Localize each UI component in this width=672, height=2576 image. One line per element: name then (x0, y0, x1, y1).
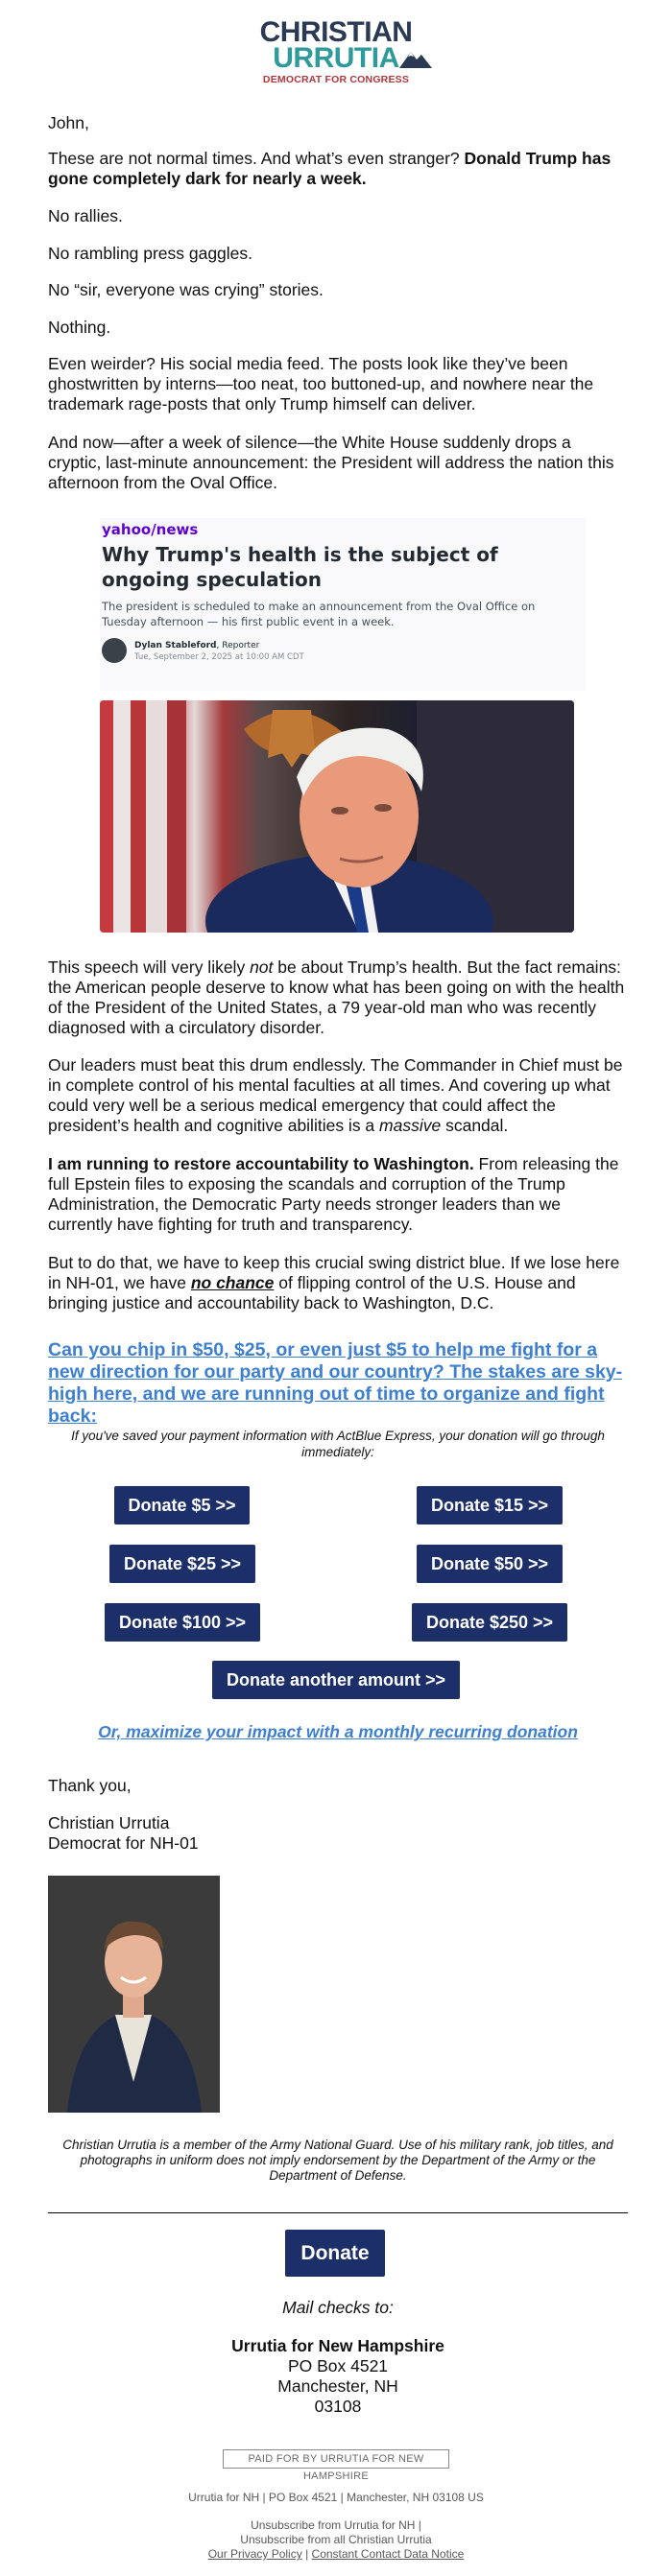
paragraph-health-a: This speech will very likely (48, 957, 251, 977)
donate-50-button[interactable]: Donate $50 >> (417, 1545, 563, 1583)
paragraph-swing-em: no chance (190, 1273, 275, 1292)
president-photo-illustration (100, 700, 574, 933)
paragraph-intro (48, 149, 628, 189)
article-header (100, 518, 586, 691)
candidate-headshot (48, 1876, 220, 2113)
paragraph-no-gaggles: No rambling press gaggles. (48, 244, 253, 263)
actblue-express-note: If you've saved your payment information with ActBlue Express, your donation will go through immediately: (71, 1429, 605, 1459)
paragraph-nothing: Nothing. (48, 318, 111, 337)
donate-15-button[interactable]: Donate $15 >> (417, 1486, 563, 1524)
paragraph-announcement: And now—after a week of silence—the White House suddenly drops a cryptic, last-minute announcement: the President will address the nation this afternoon from the Oval Office. (48, 433, 614, 492)
mail-org: Urrutia for New Hampshire (231, 2336, 444, 2355)
donate-cta-link[interactable]: Can you chip in $50, $25, or even just $5 to help me fight for a new direction for our party and our country? The stakes are sky-high here, and we are running out of time to organize and fight back: (48, 1339, 623, 1427)
paragraph-running (48, 1154, 628, 1235)
footer-legal-links (0, 2547, 672, 2561)
mail-po-box: PO Box 4521 (287, 2356, 389, 2375)
logo-last-name-text: URRUTIA (273, 42, 399, 74)
paragraph-swing-b: of flipping control of the U.S. House and bringing justice and accountability back to Washington, D.C. (48, 1273, 576, 1312)
paragraph-no-rallies: No rallies. (48, 206, 123, 225)
signoff-thanks: Thank you, (48, 1776, 132, 1795)
donate-250-button[interactable]: Donate $250 >> (412, 1603, 567, 1642)
paragraph-health-b: be about Trump’s health. But the fact remains: the American people deserve to know what has been going on with the health of the President of the United States, a 79 year-old man who was recently diagnosed with a circulatory disorder. (48, 957, 625, 1037)
paragraph-health-em: not (250, 957, 274, 977)
monthly-donation-link[interactable]: Or, maximize your impact with a monthly recurring donation (98, 1722, 578, 1741)
paid-for-notice: PAID FOR BY URRUTIA FOR NEW HAMPSHIRE (223, 2449, 449, 2469)
mountain-icon (399, 49, 432, 68)
article-photo (100, 700, 574, 933)
signoff-name: Christian Urrutia (48, 1813, 170, 1832)
mail-zip: 03108 (314, 2397, 362, 2416)
footer-separator: | (301, 2547, 312, 2561)
paragraph-running-rest: From releasing the full Epstein files to exposing the scandals and corruption of the Trump Administration, the Democratic Party needs stronger leaders than we currently have fighting for truth and transparency. (48, 1154, 619, 1234)
paragraph-intro-plain: These are not normal times. And what’s even stranger? (48, 149, 465, 168)
candidate-photo-illustration (48, 1876, 220, 2113)
footer-address: Urrutia for NH | PO Box 4521 | Manchester, NH 03108 US (188, 2491, 484, 2504)
yahoo-news-logo: yahoo/news (102, 521, 199, 538)
military-disclaimer: Christian Urrutia is a member of the Army National Guard. Use of his military rank, job titles, and photographs in uniform does not imply endorsement by the Department of the Army or the Department of Defense. (62, 2138, 613, 2183)
paragraph-intro-bold: Donald Trump has gone completely dark for nearly a week. (48, 149, 612, 188)
mail-city: Manchester, NH (277, 2376, 398, 2396)
author-line (134, 641, 259, 650)
logo-last-name (273, 42, 399, 74)
author-role: , Reporter (216, 641, 260, 650)
unsubscribe-link[interactable]: Unsubscribe from Urrutia for NH | (251, 2518, 421, 2532)
article-date: Tue, September 2, 2025 at 10:00 AM CDT (134, 652, 304, 662)
article-title: Why Trump's health is the subject of ongoing speculation (102, 543, 498, 591)
paragraph-leaders-a: Our leaders must beat this drum endlessly. The Commander in Chief must be in complete control of his mental faculties at all times. And covering up what could very well be a serious medical emergency that could affect the president’s health and cognitive abilities is a (48, 1055, 623, 1135)
article-subtitle: The president is scheduled to make an announcement from the Oval Office on Tuesday afternoon — his first public event in a week. (102, 600, 536, 628)
paragraph-social-feed: Even weirder? His social media feed. The posts look like they’ve been ghostwritten by interns—too neat, too buttoned-up, and nowhere near the trademark rage-posts that only Trump himself can deliver. (48, 354, 594, 414)
donate-100-button[interactable]: Donate $100 >> (105, 1603, 260, 1642)
footer-divider (48, 2212, 628, 2213)
donate-5-button[interactable]: Donate $5 >> (114, 1486, 250, 1524)
author-avatar (102, 638, 127, 663)
logo-first-name: CHRISTIAN (259, 16, 413, 48)
greeting: John, (48, 113, 89, 132)
unsubscribe-all-link[interactable]: Unsubscribe from all Christian Urrutia (240, 2533, 432, 2546)
paragraph-leaders (48, 1055, 628, 1136)
logo-tagline: DEMOCRAT FOR CONGRESS (262, 74, 410, 85)
mail-checks-heading: Mail checks to: (282, 2298, 394, 2317)
paragraph-leaders-em: massive (379, 1116, 442, 1135)
data-notice-link[interactable]: Constant Contact Data Notice (311, 2547, 465, 2561)
privacy-policy-link[interactable]: Our Privacy Policy (207, 2547, 302, 2561)
paragraph-swing-district (48, 1253, 628, 1313)
donate-25-button[interactable]: Donate $25 >> (109, 1545, 255, 1583)
signoff-title: Democrat for NH-01 (48, 1833, 199, 1853)
paragraph-running-bold: I am running to restore accountability to Washington. (48, 1154, 474, 1173)
footer-donate-button[interactable]: Donate (285, 2230, 385, 2277)
campaign-logo (0, 16, 672, 85)
paragraph-leaders-b: scandal. (441, 1116, 509, 1135)
paragraph-no-stories: No “sir, everyone was crying” stories. (48, 280, 324, 299)
donate-other-amount-button[interactable]: Donate another amount >> (212, 1661, 460, 1699)
paragraph-swing-a: But to do that, we have to keep this crucial swing district blue. If we lose here in NH-01, we have (48, 1253, 620, 1292)
author-name: Dylan Stableford (134, 641, 217, 650)
paragraph-health (48, 957, 628, 1038)
